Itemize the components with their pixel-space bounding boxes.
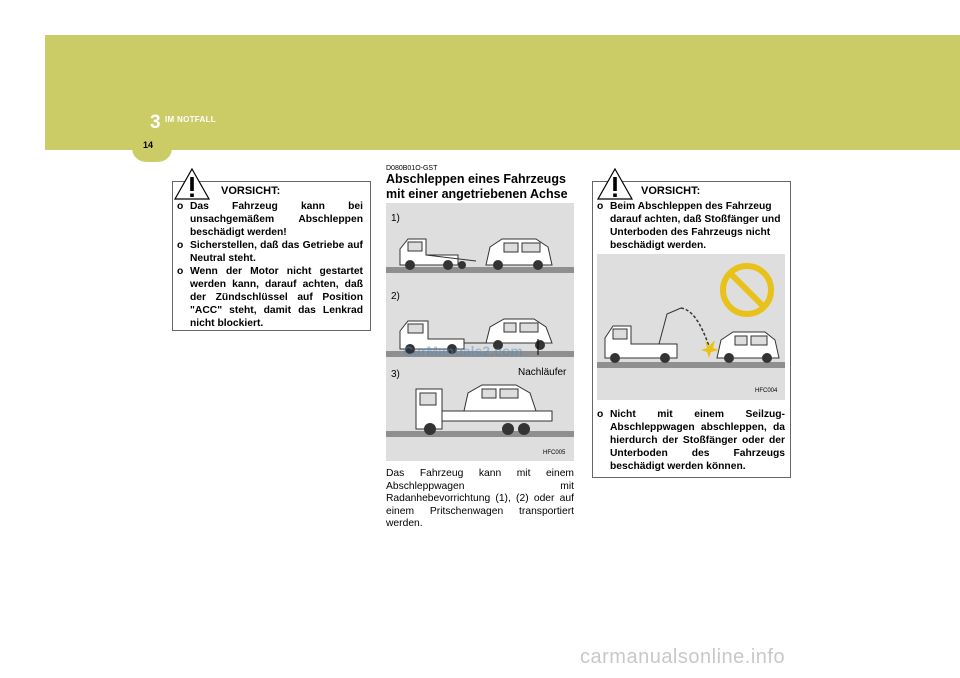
section-title: Abschleppen eines Fahrzeugs mit einer angetriebenen Achse: [386, 172, 568, 201]
right-warning-item-2: o Nicht mit einem Seilzug-Abschleppwagen abschleppen, da hierdurch der Stoßfänger oder der Unterboden des Fahrzeugs beschädigt werden können.: [597, 409, 785, 472]
cable-tow-prohibited-illustration: [597, 254, 785, 400]
prohibition-sign-icon: [723, 266, 771, 314]
cable-tow-truck-drawing: [597, 254, 785, 400]
header-color-band: [45, 35, 960, 150]
left-warning-item-3: o Wenn der Motor nicht gestartet werden kann, darauf achten, daß der Zündschlüssel auf Position "ACC" steht, damit das Lenkrad nicht blockiert.: [177, 266, 363, 329]
left-warning-item-2: o Sicherstellen, daß das Getriebe auf Neutral steht.: [177, 240, 363, 264]
towing-trucks-drawing: [386, 203, 574, 461]
figure-code: HFC005: [543, 450, 566, 456]
towing-methods-illustration: [386, 203, 574, 461]
section-code: D080B01O-GST: [386, 165, 438, 172]
left-warning-list: [177, 200, 363, 330]
watermark-text: CarManuals2.com: [403, 343, 523, 359]
footer-watermark: carmanualsonline.info: [580, 646, 786, 668]
chapter-number: 3: [150, 112, 161, 133]
right-warning-item-1: o Beim Abschleppen des Fahrzeug darauf achten, daß Stoßfänger und Unterboden des Fahrzeugs nicht beschädigt werden.: [597, 201, 781, 251]
bullet: o: [177, 266, 184, 277]
impact-spark-icon: [701, 340, 719, 358]
left-warning-item-1: o Das Fahrzeug kann bei unsachgemäßem Abschleppen beschädigt werden!: [177, 201, 363, 238]
bullet: o: [177, 201, 184, 212]
page-number: 14: [143, 140, 154, 150]
right-warning-heading: VORSICHT:: [641, 185, 701, 197]
method-label-3: 3): [391, 369, 400, 380]
method-label-1: 1): [391, 213, 400, 224]
chapter-title: IM NOTFALL: [165, 115, 216, 124]
method-label-2: 2): [391, 291, 400, 302]
bullet: o: [177, 240, 184, 251]
bullet: o: [597, 409, 604, 420]
bullet: o: [597, 201, 604, 212]
left-warning-heading: VORSICHT:: [221, 185, 281, 197]
nachlaeufer-label: Nachläufer: [518, 367, 567, 378]
warning-triangle-icon: [596, 167, 634, 201]
figure-code: HFC004: [755, 388, 778, 394]
body-text: Das Fahrzeug kann mit einem Abschleppwagen mit Radanhebevorrichtung (1), (2) oder auf einem Pritschenwagen transportiert werden.: [386, 468, 574, 529]
warning-triangle-icon: [173, 167, 211, 201]
